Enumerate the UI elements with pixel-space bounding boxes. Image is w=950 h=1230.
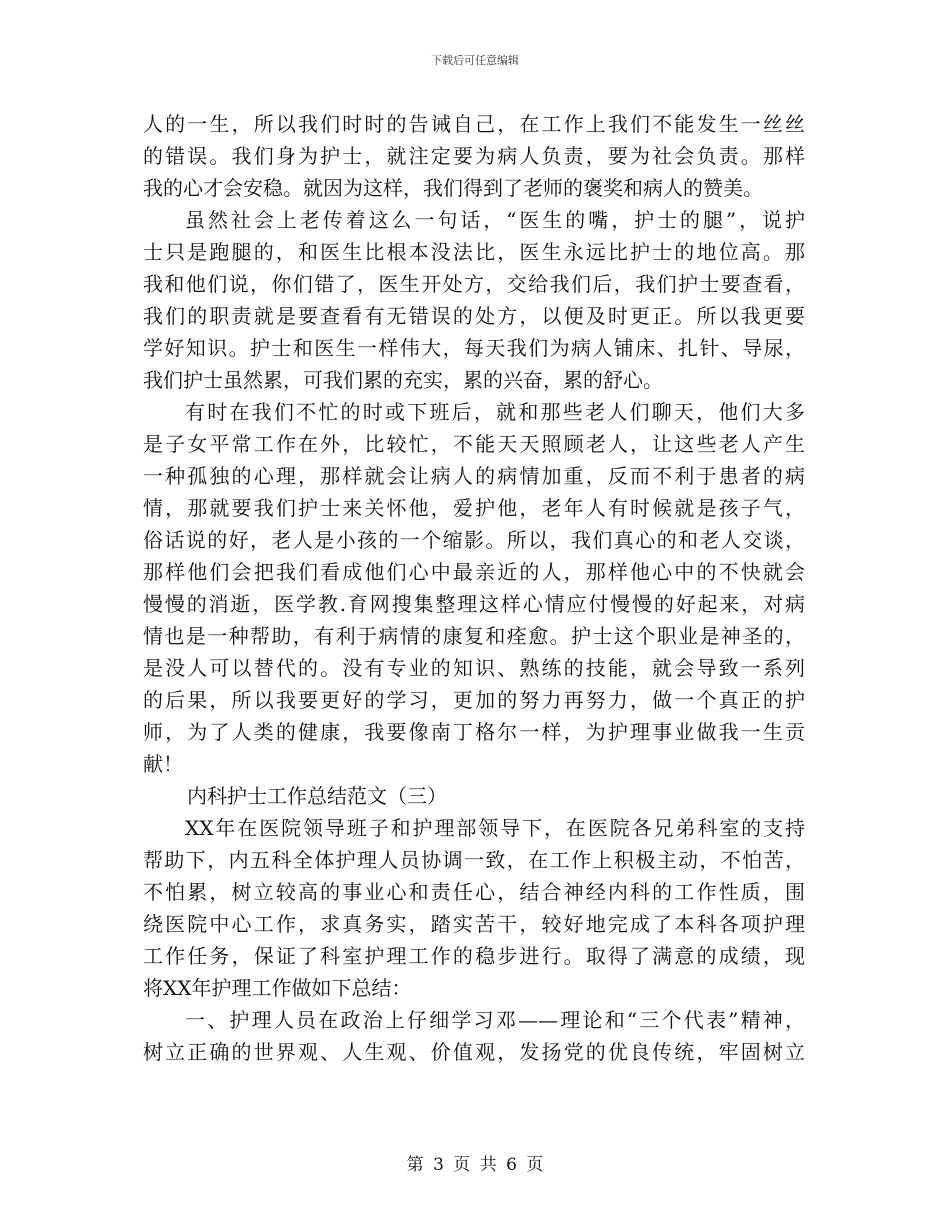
text-line: 是没人可以替代的。没有专业的知识、熟练的技能，就会导致一系列 [143, 656, 805, 680]
text-line: 将XX年护理工作做如下总结： [143, 976, 412, 1000]
text-line: 一种孤独的心理，那样就会让病人的病情加重，反而不利于患者的病 [143, 464, 805, 488]
text-line: 工作任务，保证了科室护理工作的稳步进行。取得了满意的成绩，现 [143, 944, 805, 968]
document-body [143, 108, 805, 1068]
text-line: 绕医院中心工作，求真务实，踏实苦干，较好地完成了本科各项护理 [143, 912, 805, 936]
text-line: 那样他们会把我们看成他们心中最亲近的人，那样他心中的不快就会 [143, 560, 805, 584]
page-header: 下载后可任意编辑 [431, 54, 519, 67]
text-line: 我们护士虽然累，可我们累的充实，累的兴奋，累的舒心。 [143, 368, 663, 392]
text-line: 我的心才会安稳。就因为这样，我们得到了老师的褒奖和病人的赞美。 [143, 176, 763, 200]
text-line: 俗话说的好，老人是小孩的一个缩影。所以，我们真心的和老人交谈， [143, 528, 805, 552]
text-line: 有时在我们不忙的时或下班后，就和那些老人们聊天，他们大多 [185, 400, 805, 424]
section-heading: 内科护士工作总结范文（三） [187, 784, 447, 808]
text-line: 师，为了人类的健康，我要像南丁格尔一样，为护理事业做我一生贡 [143, 720, 805, 744]
text-line: 学好知识。护士和医生一样伟大，每天我们为病人铺床、扎针、导尿， [143, 336, 805, 360]
text-line: 我们的职责就是要查看有无错误的处方，以便及时更正。所以我更要 [143, 304, 805, 328]
text-line: 的错误。我们身为护士，就注定要为病人负责，要为社会负责。那样 [143, 144, 805, 168]
text-line: 的后果，所以我要更好的学习，更加的努力再努力，做一个真正的护 [143, 688, 805, 712]
text-line: 一、护理人员在政治上仔细学习邓——理论和“三个代表”精神， [185, 1008, 805, 1032]
text-line: 士只是跑腿的，和医生比根本没法比，医生永远比护士的地位高。那 [143, 240, 805, 264]
text-line: 是子女平常工作在外，比较忙，不能天天照顾老人，让这些老人产生 [143, 432, 805, 456]
text-line: 帮助下，内五科全体护理人员协调一致，在工作上积极主动，不怕苦， [143, 848, 805, 872]
text-line: 慢慢的消逝，医学教.育网搜集整理这样心情应付慢慢的好起来，对病 [143, 592, 805, 616]
text-line: 树立正确的世界观、人生观、价值观，发扬党的优良传统，牢固树立 [143, 1040, 805, 1064]
text-line: 献！ [143, 752, 183, 776]
text-line: 虽然社会上老传着这么一句话，“医生的嘴，护士的腿”，说护 [185, 208, 805, 232]
text-line: XX年在医院领导班子和护理部领导下，在医院各兄弟科室的支持 [185, 816, 805, 840]
page-number: 第 3 页 共 6 页 [406, 1155, 544, 1175]
text-line: 情也是一种帮助，有利于病情的康复和痊愈。护士这个职业是神圣的， [143, 624, 805, 648]
text-line: 情，那就要我们护士来关怀他，爱护他，老年人有时候就是孩子气， [143, 496, 805, 520]
text-line: 不怕累，树立较高的事业心和责任心，结合神经内科的工作性质，围 [143, 880, 805, 904]
text-line: 人的一生，所以我们时时的告诫自己，在工作上我们不能发生一丝丝 [143, 112, 805, 136]
text-line: 我和他们说，你们错了，医生开处方，交给我们后，我们护士要查看， [143, 272, 805, 296]
